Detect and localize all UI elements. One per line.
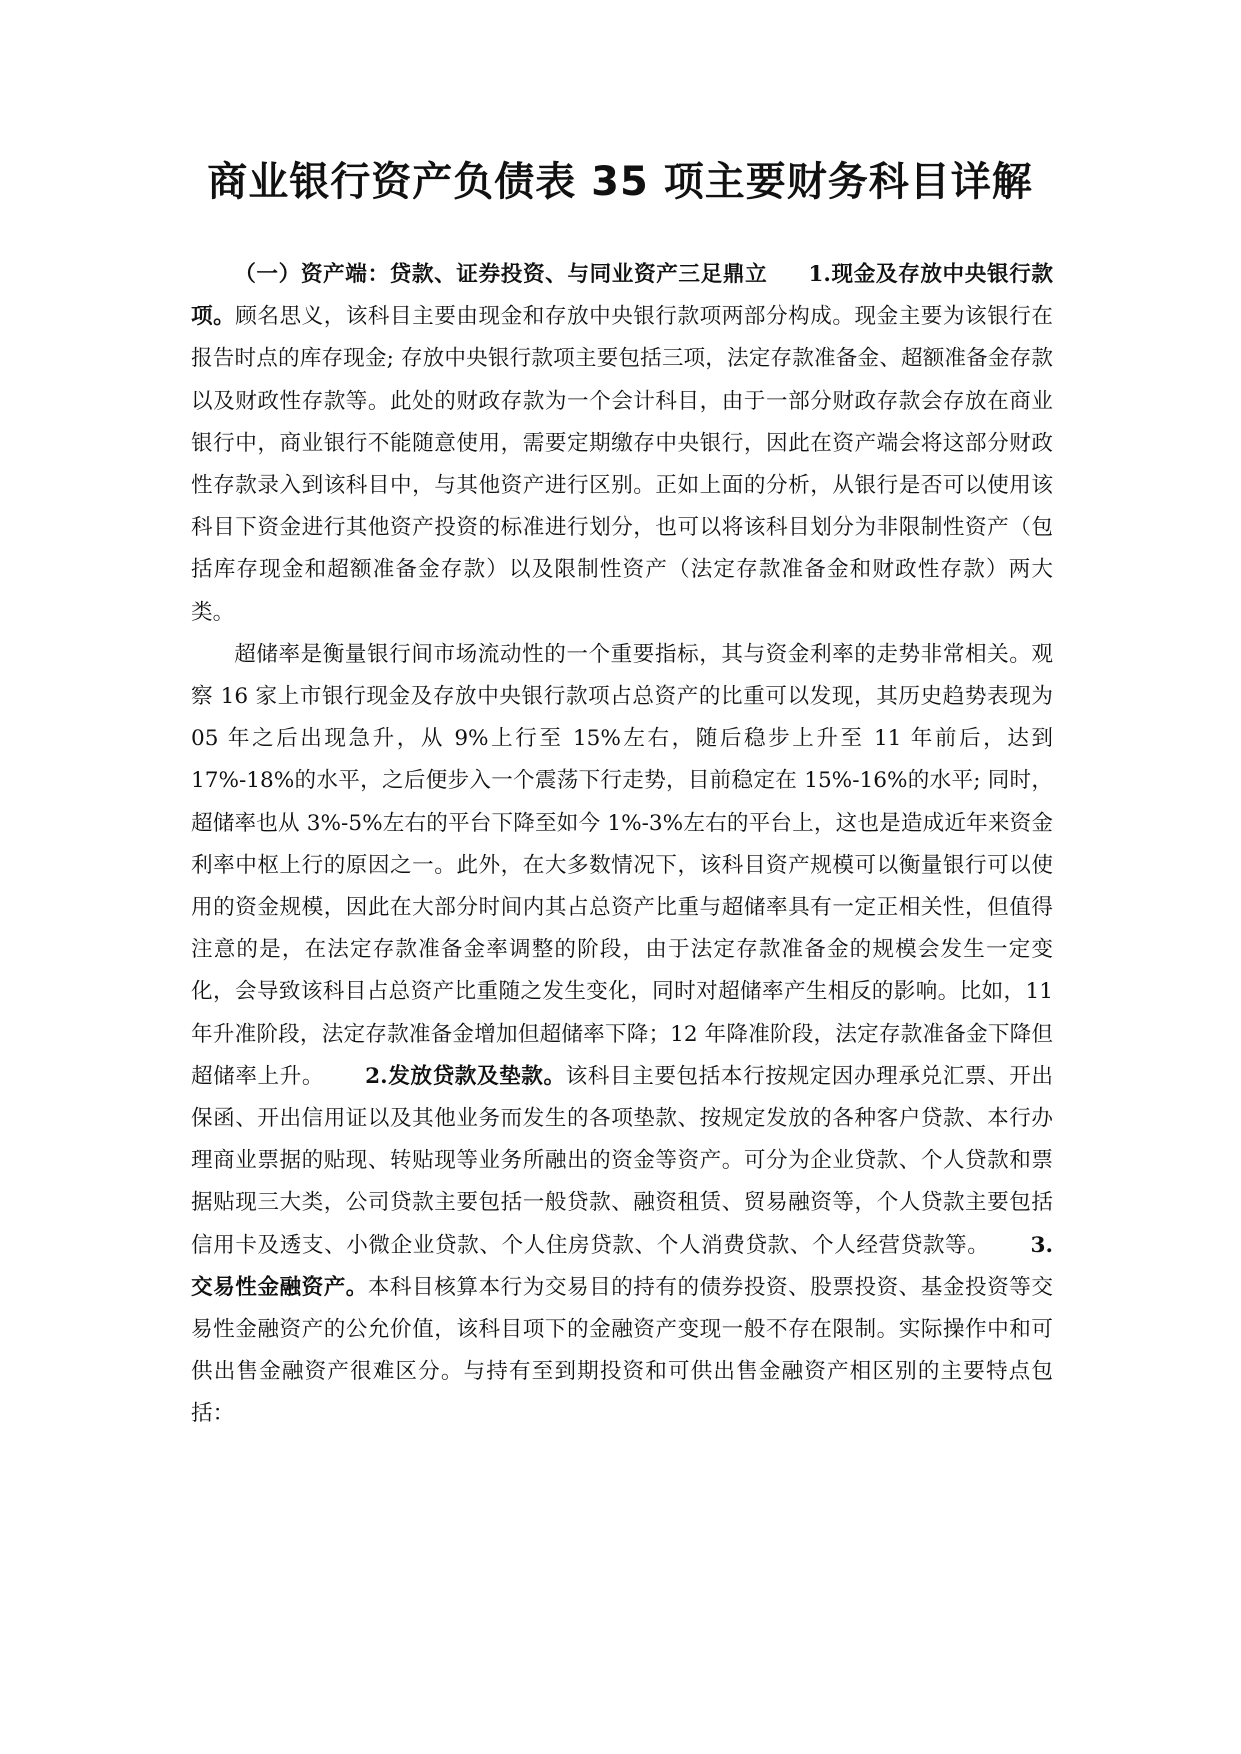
paragraph-text-excess-reserve: 超储率是衡量银行间市场流动性的一个重要指标，其与资金利率的走势非常相关。观察 16 家上市银行现金及存放中央银行款项占总资产的比重可以发现，其历史趋势表现为 05 年之后出现急升，从 9%上行至 15%左右，随后稳步上升至 11 年前后，达到 17%-18%的水平，之后便步入一个震荡下行走势，目前稳定在 15%-16%的水平; 同时，超储率也从 3%-5%左右的平台下降至如今 1%-3%左右的平台上，这也是造成近年来资金利率中枢上行的原因之一。此外，在大多数情况下，该科目资产规模可以衡量银行可以使用的资金规模，因此在大部分时间内其占总资产比重与超储率具有一定正相关性，但值得注意的是，在法定存款准备金率调整的阶段，由于法定存款准备金的规模会发生一定变化，会导致该科目占总资产比重随之发生变化，同时对超储率产生相反的影响。比如，11 年升准阶段，法定存款准备金增加但超储率下降；12 年降准阶段，法定存款准备金下降但超储率上升。 — [191, 641, 1053, 1089]
item-text-cash: 顾名思义，该科目主要由现金和存放中央银行款项两部分构成。现金主要为该银行在报告时点的库存现金; 存放中央银行款项主要包括三项，法定存款准备金、超额准备金存款以及财政性存款等。此处的财政存款为一个会计科目，由于一部分财政存款会存放在商业银行中，商业银行不能随意使用，需要定期缴存中央银行，因此在资产端会将这部分财政性存款录入到该科目中，与其他资产进行区别。正如上面的分析，从银行是否可以使用该科目下资金进行其他资产投资的标准进行划分，也可以将该科目划分为非限制性资产（包括库存现金和超额准备金存款）以及限制性资产（法定存款准备金和财政性存款）两大类。 — [191, 304, 1053, 625]
section-heading: （一）资产端：贷款、证券投资、与同业资产三足鼎立 — [234, 262, 768, 287]
item-heading-loans: 2.发放贷款及垫款。 — [365, 1063, 566, 1089]
item-text-trading-assets: 本科目核算本行为交易目的持有的债券投资、股票投资、基金投资等交易性金融资产的公允价值，该科目项下的金融资产变现一般不存在限制。实际操作中和可供出售金融资产很难区分。与持有至到期投资和可供出售金融资产相区别的主要特点包括： — [191, 1274, 1053, 1427]
item-text-loans: 该科目主要包括本行按规定因办理承兑汇票、开出保函、开出信用证以及其他业务而发生的各项垫款、按规定发放的各种客户贷款、本行办理商业票据的贴现、转贴现等业务所融出的资金等资产。可分为企业贷款、个人贷款和票据贴现三大类，公司贷款主要包括一般贷款、融资租赁、贸易融资等，个人贷款主要包括信用卡及透支、小微企业贷款、个人住房贷款、个人消费贷款、个人经营贷款等。 — [191, 1063, 1053, 1258]
document-title: 商业银行资产负债表 35 项主要财务科目详解 — [207, 159, 1033, 205]
paragraph-excess-reserve — [191, 634, 1053, 1436]
item-heading-trading-assets: 3.交易性金融资产。 — [191, 1232, 1053, 1300]
document-body — [191, 254, 1053, 1436]
paragraph-assets-overview — [191, 254, 1053, 634]
item-heading-cash: 1.现金及存放中央银行款项。 — [191, 262, 1053, 330]
